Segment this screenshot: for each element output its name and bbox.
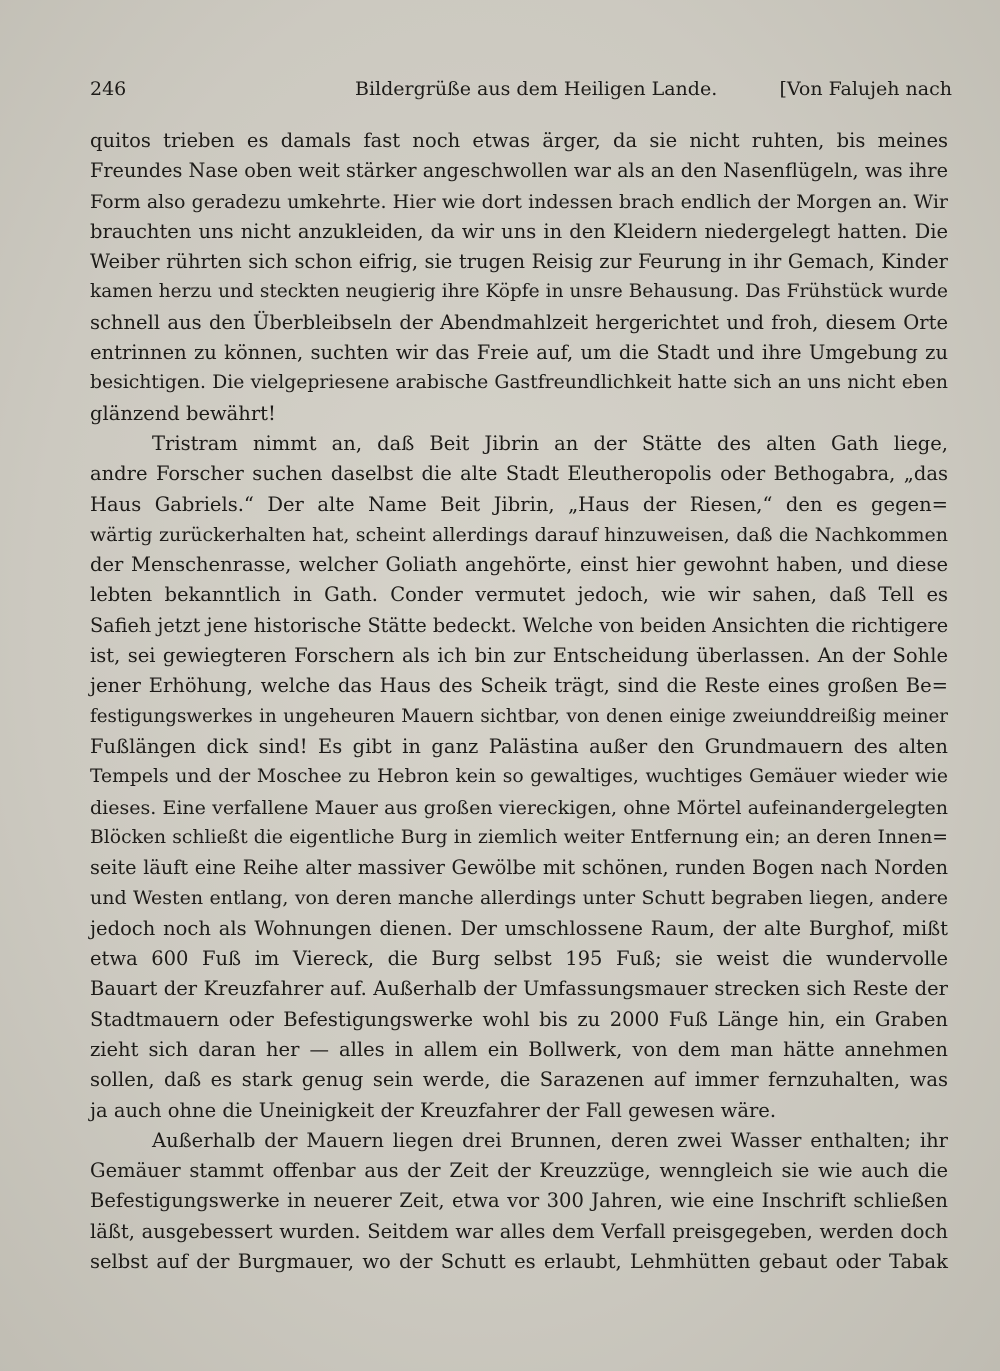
text-line: der Menschenrasse, welcher Goliath angehörte, einst hier gewohnt haben, und diese [90, 553, 948, 577]
text-line: Weiber rührten sich schon eifrig, sie trugen Reisig zur Feurung in ihr Gemach, Kinder [90, 250, 948, 274]
section-heading: [Von Falujeh nach [779, 78, 952, 100]
text-line: besichtigen. Die vielgepriesene arabische Gastfreundlichkeit hatte sich an uns nicht eben [90, 372, 948, 394]
text-line: Blöcken schließt die eigentliche Burg in ziemlich weiter Entfernung ein; an deren Innen= [90, 826, 948, 848]
text-line: schnell aus den Überbleibseln der Abendmahlzeit hergerichtet und froh, diesem Orte [90, 310, 948, 334]
text-line: ist, sei gewiegteren Forschern als ich bin zur Entscheidung überlassen. An der Sohle [90, 644, 948, 668]
text-line: jener Erhöhung, welche das Haus des Scheik trägt, sind die Reste eines großen Be= [90, 674, 948, 698]
text-line: jedoch noch als Wohnungen dienen. Der umschlossene Raum, der alte Burghof, mißt [90, 916, 948, 940]
text-line: festigungswerkes in ungeheuren Mauern sichtbar, von denen einige zweiunddreißig meiner [90, 705, 948, 727]
text-line: Außerhalb der Mauern liegen drei Brunnen, deren zwei Wasser enthalten; ihr [152, 1128, 948, 1152]
text-line: Form also geradezu umkehrte. Hier wie dort indessen brach endlich der Morgen an. Wir [90, 190, 948, 213]
text-line: andre Forscher suchen daselbst die alte Stadt Eleutheropolis oder Bethogabra, „das [90, 462, 948, 486]
text-line: Gemäuer stammt offenbar aus der Zeit der Kreuzzüge, wenngleich sie wie auch die [90, 1159, 948, 1183]
text-line: entrinnen zu können, suchten wir das Freie auf, um die Stadt und ihre Umgebung zu [90, 341, 948, 365]
text-line: läßt, ausgebessert wurden. Seitdem war alles dem Verfall preisgegeben, werden doch [90, 1219, 948, 1243]
text-line: Fußlängen dick sind! Es gibt in ganz Palästina außer den Grundmauern des alten [90, 734, 948, 758]
text-line: Befestigungswerke in neuerer Zeit, etwa vor 300 Jahren, wie eine Inschrift schließen [90, 1189, 948, 1213]
paragraph-1 [90, 126, 948, 429]
text-line: glänzend bewährt! [90, 401, 276, 425]
page-header [90, 74, 952, 108]
text-line: seite läuft eine Reihe alter massiver Gewölbe mit schönen, runden Bogen nach Norden [90, 856, 948, 880]
page-number: 246 [90, 78, 127, 100]
text-line: Freundes Nase oben weit stärker angeschwollen war als an den Nasenflügeln, was ihre [90, 159, 948, 183]
running-title: Bildergrüße aus dem Heiligen Lande. [355, 78, 718, 100]
text-line: Haus Gabriels.“ Der alte Name Beit Jibrin, „Haus der Riesen,“ den es gegen= [90, 492, 948, 516]
text-line: Stadtmauern oder Befestigungswerke wohl bis zu 2000 Fuß Länge hin, ein Graben [90, 1007, 948, 1031]
paragraph-2 [90, 429, 948, 1126]
text-line: ja auch ohne die Uneinigkeit der Kreuzfahrer der Fall gewesen wäre. [90, 1098, 777, 1122]
body-text [90, 126, 948, 1277]
text-line: selbst auf der Burgmauer, wo der Schutt es erlaubt, Lehmhütten gebaut oder Tabak [90, 1249, 948, 1273]
text-line: dieses. Eine verfallene Mauer aus großen viereckigen, ohne Mörtel aufeinandergelegten [90, 796, 948, 819]
text-line: zieht sich daran her — alles in allem ein Bollwerk, von dem man hätte annehmen [90, 1037, 948, 1061]
text-line: wärtig zurückerhalten hat, scheint allerdings darauf hinzuweisen, daß die Nachkommen [90, 523, 948, 546]
text-line: Tristram nimmt an, daß Beit Jibrin an der Stätte des alten Gath liege, [152, 431, 948, 455]
text-line: brauchten uns nicht anzukleiden, da wir uns in den Kleidern niedergelegt hatten. Die [90, 219, 948, 243]
text-line: Tempels und der Moschee zu Hebron kein so gewaltiges, wuchtiges Gemäuer wieder wie [90, 766, 948, 788]
text-line: etwa 600 Fuß im Viereck, die Burg selbst 195 Fuß; sie weist die wundervolle [90, 947, 948, 971]
text-line: lebten bekanntlich in Gath. Conder vermutet jedoch, wie wir sahen, daß Tell es [90, 583, 948, 607]
text-line: Safieh jetzt jene historische Stätte bedeckt. Welche von beiden Ansichten die richtigere [90, 613, 949, 637]
text-line: Bauart der Kreuzfahrer auf. Außerhalb der Umfassungsmauer strecken sich Reste der [90, 977, 948, 1001]
text-line: sollen, daß es stark genug sein werde, die Sarazenen auf immer fernzuhalten, was [90, 1068, 948, 1092]
text-line: und Westen entlang, von deren manche allerdings unter Schutt begraben liegen, andere [90, 887, 948, 910]
text-line: quitos trieben es damals fast noch etwas ärger, da sie nicht ruhten, bis meines [90, 129, 948, 152]
paragraph-3 [90, 1126, 948, 1277]
text-line: kamen herzu und steckten neugierig ihre Köpfe in unsre Behausung. Das Frühstück wurde [90, 281, 948, 303]
